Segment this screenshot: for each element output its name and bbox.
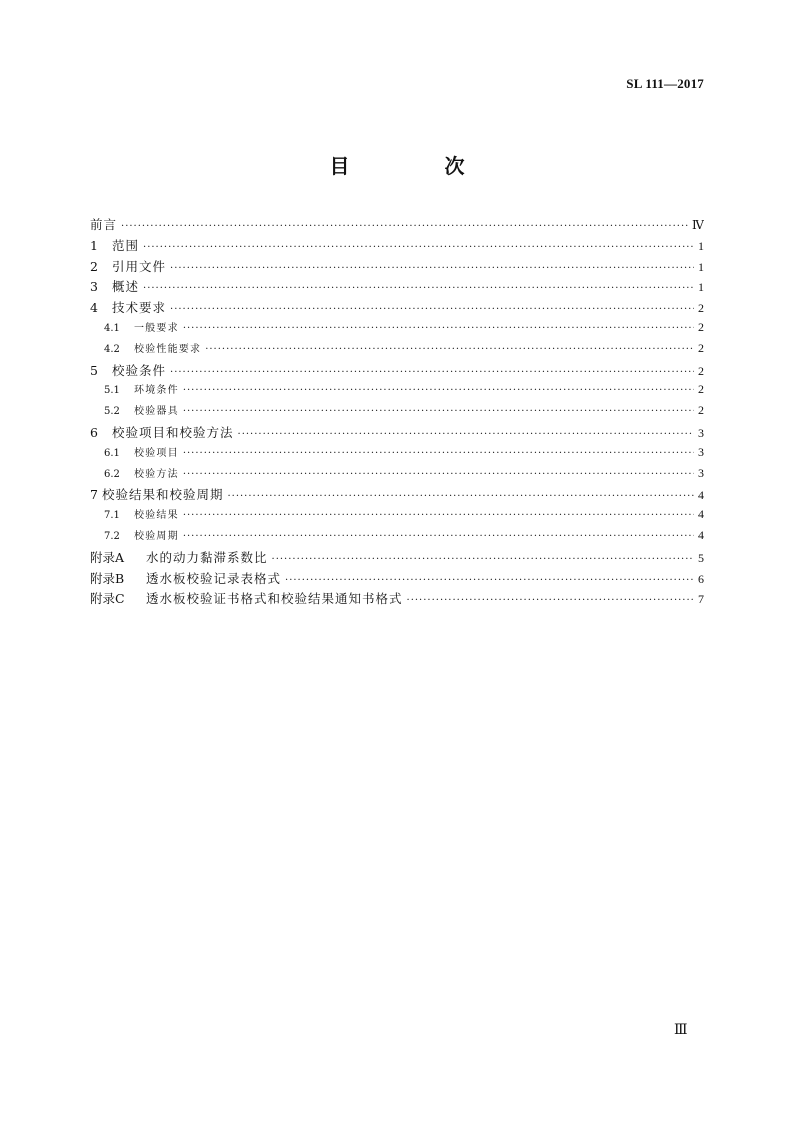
toc-leader-dots <box>183 385 694 396</box>
toc-entry-title: 校验方法 <box>134 468 179 480</box>
toc-leader-dots <box>170 367 694 378</box>
toc-entry-title: 前言 <box>90 217 118 232</box>
toc-entry-page: 2 <box>698 340 704 355</box>
toc-entry-7[interactable] <box>90 485 704 506</box>
toc-entry-5[interactable] <box>90 361 704 382</box>
toc-entry-title: 透水板校验证书格式和校验结果通知书格式 <box>146 591 403 607</box>
toc-leader-dots <box>183 323 694 334</box>
toc-entry-2[interactable] <box>90 257 704 278</box>
toc-entry-number: 7 <box>90 487 98 503</box>
toc-entry-title: 一般要求 <box>134 322 179 334</box>
toc-entry-number: 附录B <box>90 570 125 586</box>
toc-leader-dots <box>285 575 694 586</box>
toc-entry-3[interactable] <box>90 277 704 298</box>
toc-entry-title: 透水板校验记录表格式 <box>146 570 282 586</box>
toc-entry-number: 4.1 <box>104 322 120 334</box>
toc-entry-appendix-a[interactable] <box>90 548 704 569</box>
toc-entry-title: 校验条件 <box>112 362 167 378</box>
toc-entry-title: 校验项目 <box>134 447 179 459</box>
toc-entry-page: 3 <box>698 425 704 440</box>
toc-entry-number: 1 <box>90 237 98 253</box>
toc-entry-page: 1 <box>698 259 704 274</box>
toc-entry-title: 引用文件 <box>112 258 167 274</box>
toc-entry-number: 6 <box>90 424 98 440</box>
toc-entry-number: 5 <box>90 362 98 378</box>
toc-entry-page: 2 <box>698 363 704 378</box>
toc-leader-dots <box>183 406 694 417</box>
toc-entry-title: 校验周期 <box>134 530 179 542</box>
toc-entry-title: 校验器具 <box>134 406 179 418</box>
toc-leader-dots <box>183 448 694 459</box>
toc-entry-number: 5.1 <box>104 385 120 397</box>
toc-entry-number: 7.2 <box>104 530 120 542</box>
toc-entry-5-1[interactable] <box>90 381 704 402</box>
toc-leader-dots <box>272 554 694 565</box>
toc-entry-foreword[interactable] <box>90 215 704 236</box>
toc-entry-page: Ⅳ <box>692 218 704 232</box>
toc-entry-title: 校验性能要求 <box>134 343 202 355</box>
standard-code: SL 111—2017 <box>626 76 704 91</box>
toc-entry-number: 6.2 <box>104 468 120 480</box>
toc-entry-title: 范围 <box>112 237 140 253</box>
toc-entry-page: 2 <box>698 319 704 334</box>
toc-entry-page: 2 <box>698 382 704 397</box>
toc-leader-dots <box>227 491 694 502</box>
toc-entry-title: 环境条件 <box>134 385 179 397</box>
toc-entry-title: 水的动力黏滞系数比 <box>146 549 268 565</box>
toc-entry-number: 5.2 <box>104 406 120 418</box>
toc-entry-number: 4.2 <box>104 343 120 355</box>
toc-entry-page: 3 <box>698 465 704 480</box>
toc-leader-dots <box>205 344 694 355</box>
toc-entry-page: 1 <box>698 238 704 253</box>
toc-entry-page: 2 <box>698 301 704 316</box>
toc-leader-dots <box>143 283 694 294</box>
toc-leader-dots <box>183 531 694 542</box>
toc-entry-appendix-c[interactable] <box>90 589 704 610</box>
toc-leader-dots <box>407 595 694 606</box>
toc-entry-page: 5 <box>698 550 704 565</box>
toc-leader-dots <box>170 304 694 315</box>
page-number: Ⅲ <box>674 1023 688 1038</box>
toc-entry-number: 附录A <box>90 549 125 565</box>
toc-entry-title: 校验结果 <box>134 510 179 522</box>
toc-entry-6-2[interactable] <box>90 465 704 486</box>
toc-entry-7-1[interactable] <box>90 506 704 527</box>
toc-leader-dots <box>170 263 694 274</box>
toc-entry-6[interactable] <box>90 423 704 444</box>
toc-leader-dots <box>183 510 694 521</box>
table-of-contents <box>90 215 704 610</box>
toc-entry-number: 3 <box>90 279 98 295</box>
toc-entry-title: 概述 <box>112 279 140 295</box>
toc-entry-page: 7 <box>698 592 704 607</box>
toc-entry-page: 2 <box>698 403 704 418</box>
toc-entry-page: 4 <box>698 527 704 542</box>
toc-entry-title: 校验结果和校验周期 <box>101 487 224 503</box>
toc-leader-dots <box>121 221 688 232</box>
toc-entry-number: 6.1 <box>104 447 120 459</box>
page-title: 目 次 <box>329 154 509 178</box>
toc-entry-page: 6 <box>698 571 704 586</box>
toc-entry-1[interactable] <box>90 236 704 257</box>
toc-entry-number: 2 <box>90 258 98 274</box>
toc-entry-4-1[interactable] <box>90 319 704 340</box>
toc-entry-7-2[interactable] <box>90 527 704 548</box>
toc-entry-page: 3 <box>698 444 704 459</box>
toc-entry-title: 技术要求 <box>112 300 167 316</box>
toc-entry-6-1[interactable] <box>90 444 704 465</box>
toc-entry-title: 校验项目和校验方法 <box>112 424 234 440</box>
toc-entry-page: 4 <box>698 488 704 503</box>
toc-entry-number: 附录C <box>90 591 125 607</box>
toc-entry-5-2[interactable] <box>90 402 704 423</box>
toc-entry-number: 7.1 <box>104 510 120 522</box>
toc-leader-dots <box>183 469 694 480</box>
toc-entry-4-2[interactable] <box>90 340 704 361</box>
toc-leader-dots <box>143 242 694 253</box>
toc-entry-page: 1 <box>698 280 704 295</box>
toc-entry-number: 4 <box>90 300 98 316</box>
toc-leader-dots <box>238 429 694 440</box>
toc-entry-4[interactable] <box>90 298 704 319</box>
toc-entry-page: 4 <box>698 507 704 522</box>
toc-entry-appendix-b[interactable] <box>90 569 704 590</box>
